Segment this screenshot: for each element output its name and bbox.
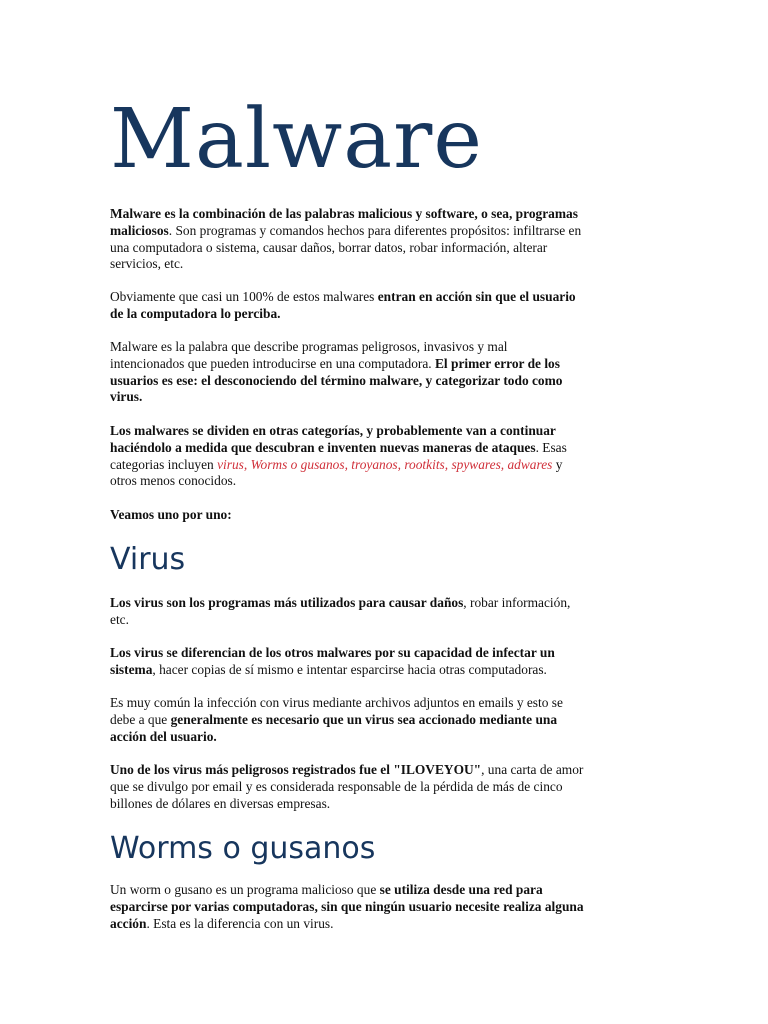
text-line <box>110 882 670 899</box>
document-title: Malware <box>110 92 483 187</box>
text: Malware es la palabra que describe programas peligrosos, invasivos y mal <box>110 339 508 354</box>
bold-text: Los virus son los programas más utilizados para causar daños <box>110 595 464 610</box>
paragraph <box>110 206 670 273</box>
text-line <box>110 306 670 323</box>
bold-text: maliciosos <box>110 222 169 238</box>
text-line <box>110 507 670 524</box>
text-line <box>110 206 670 223</box>
text-line <box>110 899 670 916</box>
text: categorias incluyen <box>110 456 218 472</box>
text: , una carta de amor <box>481 762 584 777</box>
text-line <box>110 729 670 746</box>
text-line <box>110 595 670 612</box>
paragraph <box>110 645 670 679</box>
paragraph <box>110 289 670 323</box>
bold-text: Veamos uno por uno: <box>110 507 232 522</box>
text: intencionados que pueden introducirse en una computadora. <box>110 355 435 371</box>
bold-text: virus. <box>110 389 143 405</box>
text: una computadora o sistema, causar daños, borrar datos, robar información, alterar <box>110 239 548 255</box>
text: Obviamente que casi un 100% de estos malwares <box>110 289 378 304</box>
paragraph <box>110 423 670 490</box>
text-line <box>110 240 670 257</box>
text-line <box>110 256 670 273</box>
bold-text: acción <box>110 915 147 931</box>
text-line <box>110 712 670 729</box>
text-line <box>110 423 670 440</box>
text-line <box>110 457 670 474</box>
bold-text: El primer error de los <box>435 355 560 371</box>
bold-text: se utiliza desde una red para <box>379 882 543 897</box>
text: billones de dólares en diversas empresas. <box>110 795 331 811</box>
bold-text: Los malwares se dividen en otras categorías, y probablemente van a continuar <box>110 423 556 438</box>
text-line <box>110 339 670 356</box>
text-line <box>110 356 670 373</box>
text: , robar información, <box>463 595 571 610</box>
text: . Esas <box>535 439 567 455</box>
paragraph <box>110 595 670 629</box>
highlighted-text: virus, Worms o gusanos, troyanos, rootkits, spywares, adwares <box>217 456 553 472</box>
text-line <box>110 440 670 457</box>
text-line <box>110 645 670 662</box>
text-line <box>110 779 670 796</box>
text: Un worm o gusano es un programa malicioso que <box>110 882 380 897</box>
bold-text: acción del usuario. <box>110 728 217 744</box>
bold-text: Malware es la combinación de las palabras malicious y software, o sea, programas <box>110 206 578 221</box>
text: servicios, etc. <box>110 256 184 272</box>
bold-text: haciéndolo a medida que descubran e inventen nuevas maneras de ataques <box>110 439 536 455</box>
text: etc. <box>110 611 129 627</box>
bold-text: sistema <box>110 661 153 677</box>
bold-text: esparcirse por varias computadoras, sin que ningún usuario necesite realiza alguna <box>110 898 584 914</box>
bold-text: de la computadora lo perciba. <box>110 305 281 321</box>
text-line <box>110 916 670 933</box>
paragraph <box>110 882 670 932</box>
text-line <box>110 662 670 679</box>
paragraph <box>110 507 670 524</box>
text-line <box>110 223 670 240</box>
heading-worms: Worms o gusanos <box>110 831 376 866</box>
text: que se divulgo por email y es considerada responsable de la pérdida de más de cinco <box>110 778 563 794</box>
text-line <box>110 612 670 629</box>
text-line <box>110 796 670 813</box>
text-line <box>110 762 670 779</box>
paragraph <box>110 762 670 812</box>
text-line <box>110 289 670 306</box>
paragraph <box>110 339 670 406</box>
bold-text: usuarios es ese: el desconociendo del término malware, y categorizar todo como <box>110 372 563 388</box>
bold-text: generalmente es necesario que un virus sea accionado mediante una <box>170 711 558 727</box>
paragraph <box>110 695 670 745</box>
bold-text: Uno de los virus más peligrosos registrados fue el "ILOVEYOU" <box>110 762 482 777</box>
text: . Son programas y comandos hechos para diferentes propósitos: infiltrarse en <box>168 222 582 238</box>
bold-text: Los virus se diferencian de los otros malwares por su capacidad de infectar un <box>110 645 555 660</box>
bold-text: entran en acción sin que el usuario <box>377 289 576 304</box>
text-line <box>110 695 670 712</box>
text-line <box>110 389 670 406</box>
text: otros menos conocidos. <box>110 473 237 489</box>
text-line <box>110 373 670 390</box>
heading-virus: Virus <box>110 542 186 577</box>
text: debe a que <box>110 711 171 727</box>
text: , hacer copias de sí mismo e intentar esparcirse hacia otras computadoras. <box>152 661 547 677</box>
text: y <box>552 456 563 472</box>
text-line <box>110 473 670 490</box>
text: Es muy común la infección con virus mediante archivos adjuntos en emails y esto se <box>110 695 563 710</box>
text: . Esta es la diferencia con un virus. <box>146 915 334 931</box>
